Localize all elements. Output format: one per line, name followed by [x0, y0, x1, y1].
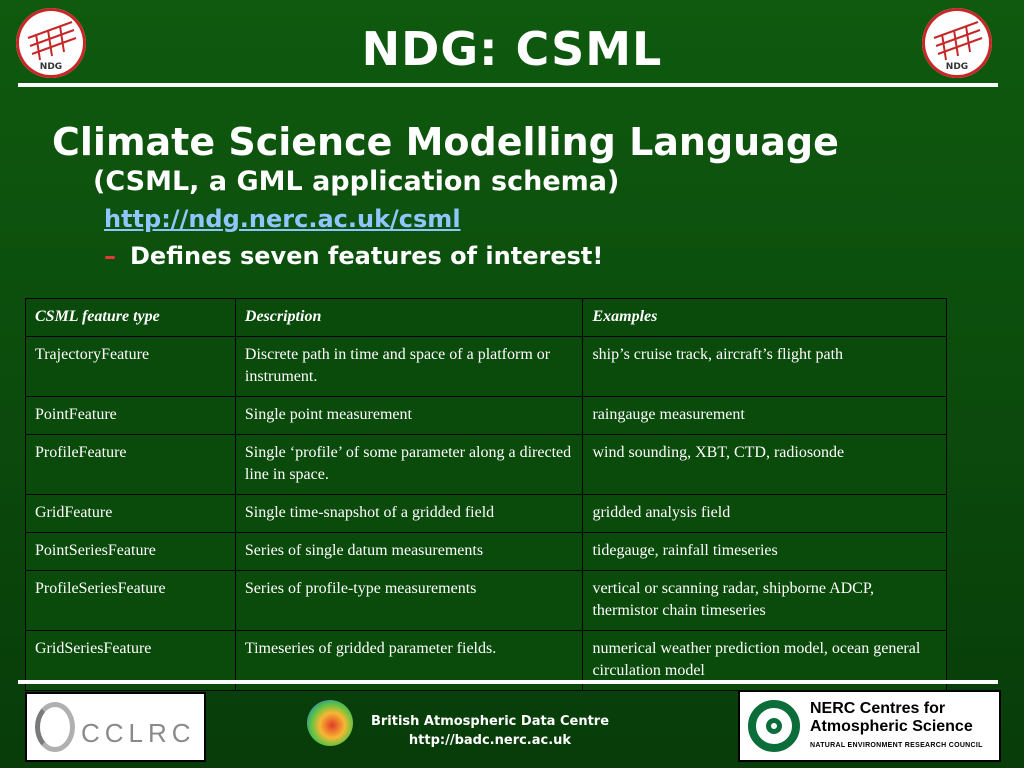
feature-type-cell: TrajectoryFeature — [26, 337, 236, 397]
feature-type-cell: ProfileSeriesFeature — [26, 571, 236, 631]
description-cell: Single point measurement — [235, 397, 583, 435]
nerc-name — [810, 700, 973, 736]
description-cell: Single time-snapshot of a gridded field — [235, 495, 583, 533]
examples-cell: ship’s cruise track, aircraft’s flight path — [583, 337, 947, 397]
table-row — [26, 397, 947, 435]
feature-type-cell: PointFeature — [26, 397, 236, 435]
nerc-line2: Atmospheric Science — [810, 718, 973, 735]
nerc-ring-icon — [748, 700, 800, 752]
cclrc-swirl-icon — [35, 702, 75, 752]
badc-info — [360, 712, 620, 750]
examples-cell: vertical or scanning radar, shipborne ADCP, thermistor chain timeseries — [583, 571, 947, 631]
examples-cell: tidegauge, rainfall timeseries — [583, 533, 947, 571]
badc-url: http://badc.nerc.ac.uk — [408, 733, 572, 748]
description-cell: Series of single datum measurements — [235, 533, 583, 571]
column-header: Examples — [583, 299, 947, 337]
nerc-line1: NERC Centres for — [810, 700, 946, 717]
cclrc-label: CCLRC — [81, 718, 196, 748]
cclrc-logo — [25, 692, 206, 762]
description-cell: Discrete path in time and space of a platform or instrument. — [235, 337, 583, 397]
title-divider — [18, 83, 998, 87]
csml-link[interactable]: http://ndg.nerc.ac.uk/csml — [104, 205, 461, 233]
description-cell: Single ‘profile’ of some parameter along a directed line in space. — [235, 435, 583, 495]
table-row — [26, 571, 947, 631]
footer-divider — [18, 680, 998, 684]
bullet-text: Defines seven features of interest! — [130, 242, 604, 270]
globe-icon — [307, 700, 353, 746]
ndg-logo-label: NDG — [945, 62, 969, 72]
nerc-logo — [738, 690, 1001, 762]
column-header: CSML feature type — [26, 299, 236, 337]
feature-type-cell: GridFeature — [26, 495, 236, 533]
ndg-logo-label: NDG — [39, 62, 63, 72]
bullet-dash: – — [104, 242, 116, 270]
table-row — [26, 533, 947, 571]
column-header: Description — [235, 299, 583, 337]
bullet-item — [104, 242, 603, 270]
table-header-row — [26, 299, 947, 337]
nerc-council: NATURAL ENVIRONMENT RESEARCH COUNCIL — [810, 742, 983, 749]
feature-type-cell: ProfileFeature — [26, 435, 236, 495]
feature-type-cell: GridSeriesFeature — [26, 631, 236, 691]
table-row — [26, 495, 947, 533]
examples-cell: numerical weather prediction model, ocean general circulation model — [583, 631, 947, 691]
heading: Climate Science Modelling Language — [52, 120, 839, 164]
examples-cell: wind sounding, XBT, CTD, radiosonde — [583, 435, 947, 495]
feature-table — [25, 298, 947, 691]
feature-type-cell: PointSeriesFeature — [26, 533, 236, 571]
examples-cell: raingauge measurement — [583, 397, 947, 435]
badc-name: British Atmospheric Data Centre — [370, 714, 610, 729]
examples-cell: gridded analysis field — [583, 495, 947, 533]
table-row — [26, 435, 947, 495]
table-row — [26, 337, 947, 397]
subheading: (CSML, a GML application schema) — [93, 166, 620, 197]
slide-title: NDG: CSML — [361, 22, 663, 76]
description-cell: Series of profile-type measurements — [235, 571, 583, 631]
description-cell: Timeseries of gridded parameter fields. — [235, 631, 583, 691]
